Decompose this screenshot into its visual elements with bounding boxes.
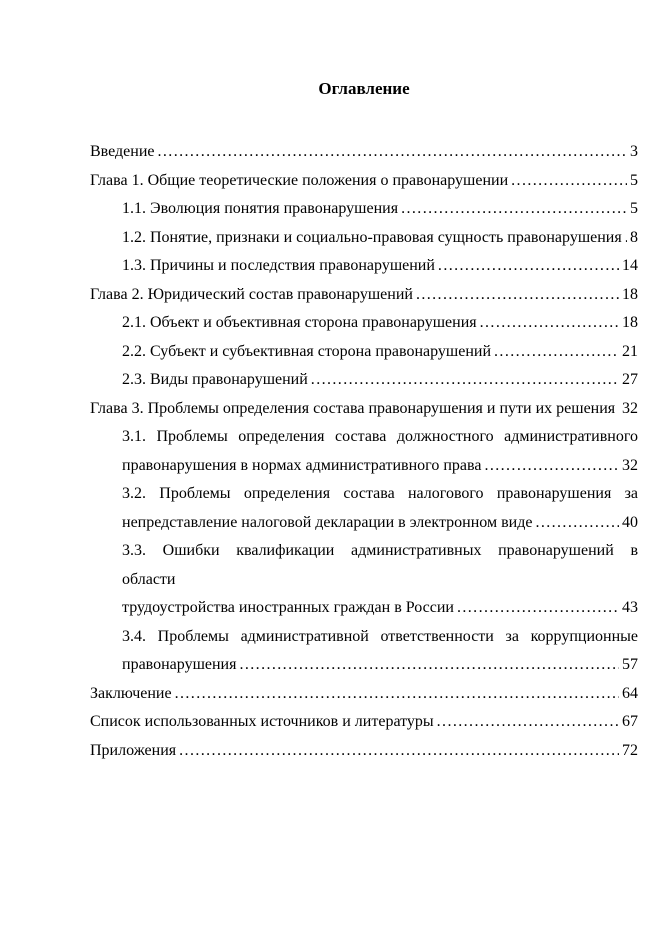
toc-entry-page-number: 32 — [622, 456, 638, 474]
toc-entry-page-number: 18 — [622, 314, 638, 331]
toc-entry-label: Приложения — [90, 741, 177, 759]
toc-entry[interactable] — [122, 423, 638, 480]
toc-entry[interactable] — [122, 224, 638, 253]
toc-entry-line — [90, 138, 638, 167]
toc-entry-page-number: 43 — [622, 599, 638, 616]
toc-entry[interactable] — [90, 680, 638, 709]
toc-entry-label: правонарушения — [122, 656, 237, 673]
toc-entry[interactable] — [122, 309, 638, 338]
page-title: Оглавление — [318, 79, 410, 98]
toc-entry[interactable] — [122, 537, 638, 623]
toc-entry-page-number: 32 — [622, 399, 638, 417]
toc-entry[interactable] — [122, 480, 638, 537]
toc-entry[interactable] — [122, 195, 638, 224]
toc-entry-page-number: 72 — [622, 741, 638, 759]
toc-entry-page-number: 5 — [630, 200, 638, 217]
dot-leader — [401, 195, 627, 224]
toc-entry-wrapped-text: 3.3. Ошибки квалификации административных правонарушений в области — [122, 542, 638, 588]
toc-entry-page-number: 57 — [622, 656, 638, 673]
toc-entry[interactable] — [122, 366, 638, 395]
toc-entry-label: Заключение — [90, 684, 172, 702]
toc-entry[interactable] — [122, 252, 638, 281]
toc-entry-line — [122, 252, 638, 281]
dot-leader — [480, 309, 619, 338]
toc-entry-label: 1.1. Эволюция понятия правонарушения — [122, 200, 399, 217]
toc-entry-line — [90, 281, 638, 310]
toc-entry-label: 1.3. Причины и последствия правонарушений — [122, 257, 435, 274]
toc-entry-line — [90, 395, 638, 424]
dot-leader — [438, 252, 619, 281]
toc-entry[interactable] — [90, 281, 638, 310]
toc-entry-line — [122, 509, 638, 538]
toc-entry-label: 1.2. Понятие, признаки и социально-правовая сущность правонарушения — [122, 228, 622, 246]
dot-leader — [494, 338, 619, 367]
toc-entry-line — [122, 651, 638, 680]
dot-leader — [158, 138, 628, 167]
toc-entry-page-number: 21 — [622, 342, 638, 360]
toc-entry-line — [90, 737, 638, 766]
toc-entry-label: 2.2. Субъект и субъективная сторона правонарушений — [122, 342, 492, 360]
toc-entry-page-number: 64 — [622, 684, 638, 702]
toc-entry-page-number: 67 — [622, 713, 638, 730]
toc-list — [90, 138, 638, 765]
dot-leader — [239, 651, 619, 680]
toc-entry[interactable] — [90, 708, 638, 737]
toc-entry[interactable] — [90, 167, 638, 196]
toc-entry[interactable] — [122, 338, 638, 367]
toc-entry-page-number: 27 — [622, 371, 638, 388]
dot-leader — [416, 281, 619, 310]
toc-entry-wrapped-text: 3.2. Проблемы определения состава налогового правонарушения за — [122, 485, 638, 502]
dot-leader — [535, 509, 619, 538]
toc-entry-line — [122, 452, 638, 481]
toc-entry-label: Введение — [90, 143, 155, 160]
dot-leader — [511, 167, 627, 196]
toc-entry-line — [122, 195, 638, 224]
toc-entry[interactable] — [90, 395, 638, 424]
toc-entry-label: непредставление налоговой декларации в электронном виде — [122, 513, 533, 531]
toc-entry[interactable] — [90, 737, 638, 766]
toc-entry-line — [90, 680, 638, 709]
toc-entry-label: Глава 1. Общие теоретические положения о правонарушении — [90, 171, 509, 189]
dot-leader — [484, 452, 619, 481]
dot-leader — [437, 708, 619, 737]
toc-entry-label: правонарушения в нормах административного права — [122, 456, 482, 474]
dot-leader — [311, 366, 619, 395]
toc-entry-page-number: 40 — [622, 513, 638, 531]
dot-leader — [457, 594, 619, 623]
toc-entry-page-number: 14 — [622, 257, 638, 274]
toc-entry-label: трудоустройства иностранных граждан в России — [122, 599, 454, 616]
toc-entry-page-number: 8 — [630, 228, 638, 246]
toc-entry-label: 2.3. Виды правонарушений — [122, 371, 308, 388]
toc-entry-line — [122, 366, 638, 395]
toc-entry-page-number: 5 — [630, 171, 638, 189]
dot-leader — [175, 680, 619, 709]
toc-entry-line — [122, 594, 638, 623]
toc-entry[interactable] — [122, 623, 638, 680]
toc-entry-page-number: 3 — [630, 143, 638, 160]
toc-entry-line — [122, 224, 638, 253]
toc-entry-page-number: 18 — [622, 285, 638, 303]
toc-entry-label: 2.1. Объект и объективная сторона правонарушения — [122, 314, 477, 331]
toc-entry-line — [90, 167, 638, 196]
toc-entry-label: Глава 3. Проблемы определения состава правонарушения и пути их решения — [90, 399, 616, 417]
toc-entry-label: Список использованных источников и литературы — [90, 713, 434, 730]
toc-entry[interactable] — [90, 138, 638, 167]
toc-entry-label: Глава 2. Юридический состав правонарушений — [90, 285, 413, 303]
toc-entry-wrapped-text: 3.1. Проблемы определения состава должностного административного — [122, 428, 638, 445]
toc-entry-line — [122, 338, 638, 367]
dot-leader — [179, 737, 619, 766]
toc-entry-line — [90, 708, 638, 737]
toc-entry-line — [122, 309, 638, 338]
toc-entry-wrapped-text: 3.4. Проблемы административной ответственности за коррупционные — [122, 627, 638, 645]
